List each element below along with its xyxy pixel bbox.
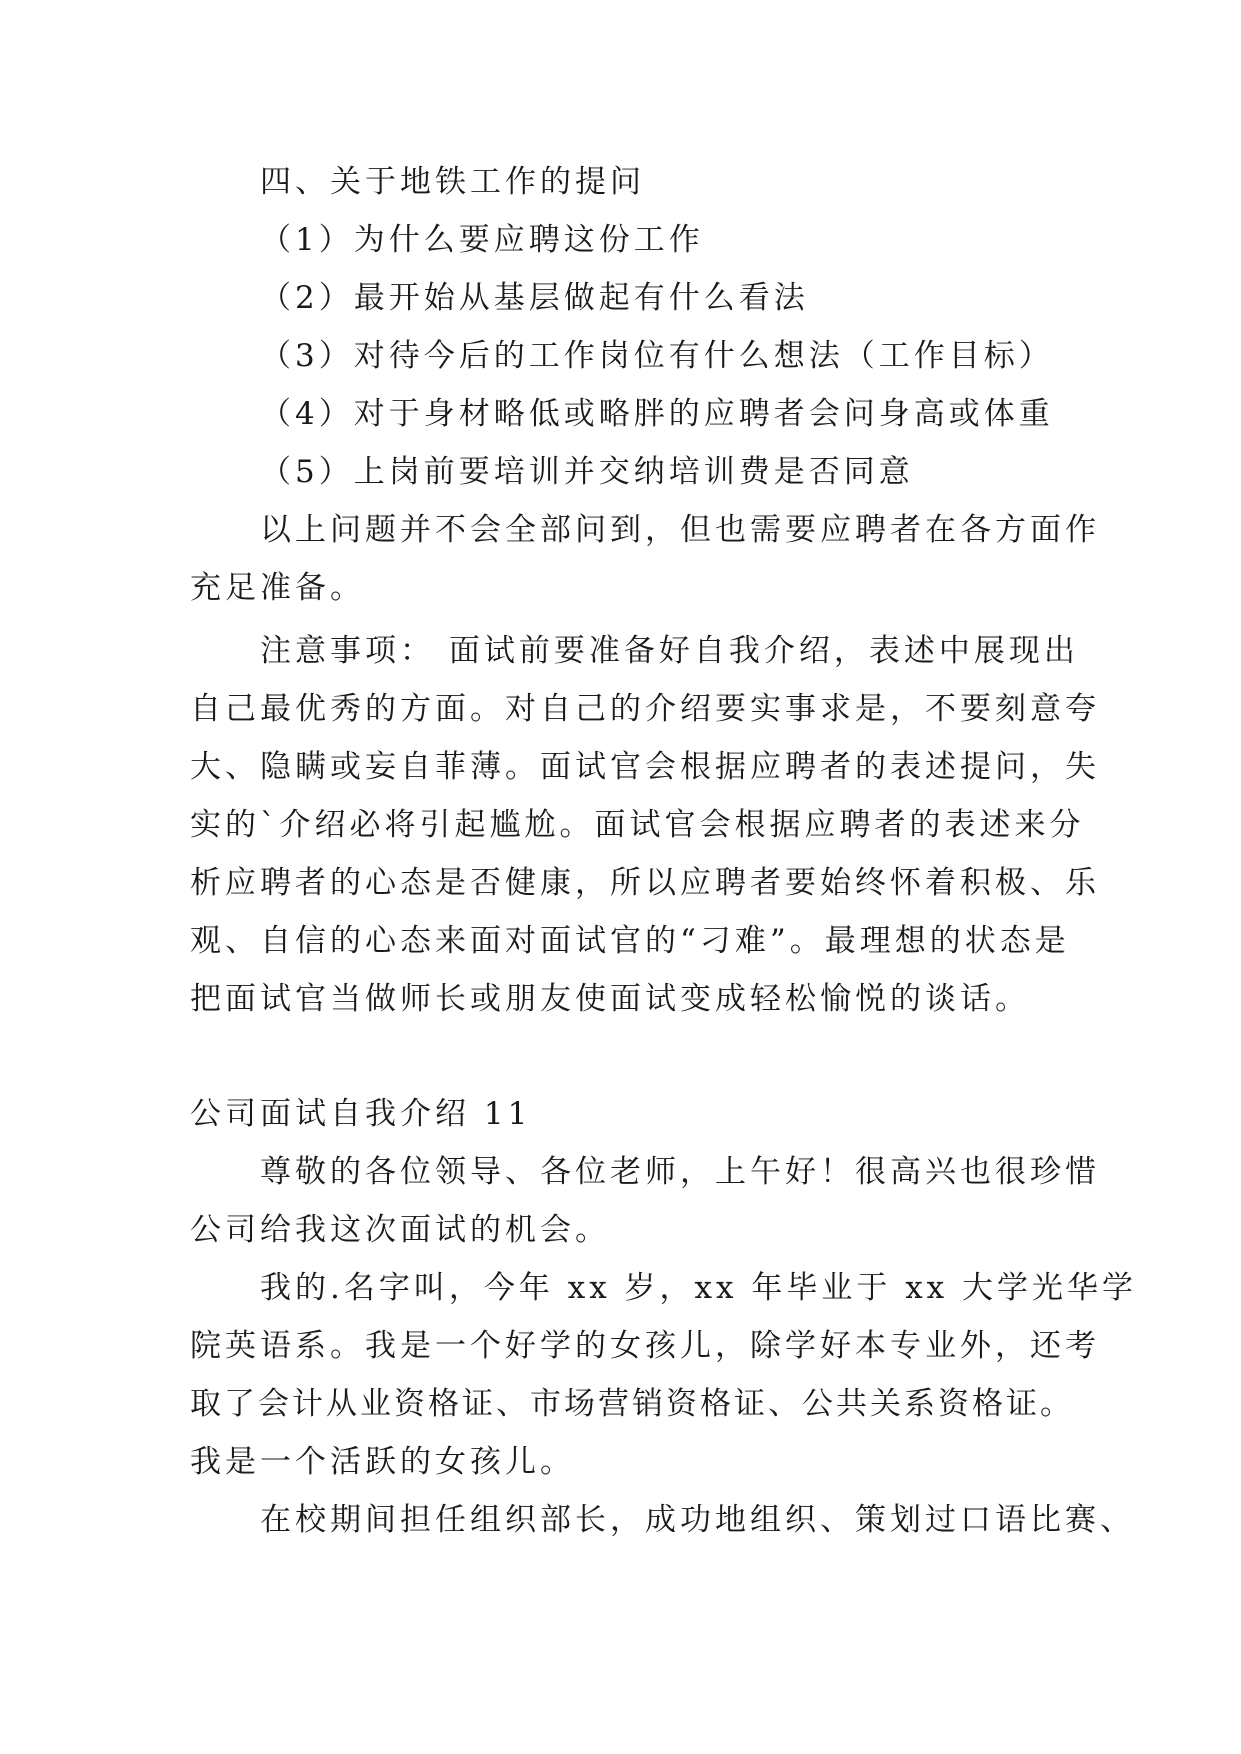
- section-title: 公司面试自我介绍 11: [190, 1096, 532, 1132]
- notice-line: 析应聘者的心态是否健康，所以应聘者要始终怀着积极、乐: [190, 865, 1100, 901]
- notice-line: 观、自信的心态来面对面试官的“刁难”。最理想的状态是: [190, 923, 1070, 959]
- notice-line: 实的`介绍必将引起尴尬。面试官会根据应聘者的表述来分: [190, 807, 1085, 843]
- notice-line: 把面试官当做师长或朋友使面试变成轻松愉悦的谈话。: [190, 981, 1030, 1017]
- paragraph-line: 以上问题并不会全部问到，但也需要应聘者在各方面作: [260, 512, 1100, 548]
- notice-line: 注意事项： 面试前要准备好自我介绍，表述中展现出: [260, 633, 1079, 669]
- paragraph-line: 尊敬的各位领导、各位老师，上午好！很高兴也很珍惜: [260, 1154, 1100, 1190]
- question-item: （2）最开始从基层做起有什么看法: [260, 280, 809, 316]
- paragraph-line: 我是一个活跃的女孩儿。: [190, 1444, 575, 1480]
- paragraph-line: 在校期间担任组织部长，成功地组织、策划过口语比赛、: [260, 1502, 1135, 1538]
- paragraph-line: 充足准备。: [190, 570, 365, 606]
- paragraph-line: 公司给我这次面试的机会。: [190, 1212, 610, 1248]
- notice-line: 自己最优秀的方面。对自己的介绍要实事求是，不要刻意夸: [190, 691, 1100, 727]
- question-item: （1）为什么要应聘这份工作: [260, 222, 704, 258]
- paragraph-line: 我的.名字叫，今年 xx 岁，xx 年毕业于 xx 大学光华学: [260, 1270, 1138, 1306]
- question-item: （3）对待今后的工作岗位有什么想法（工作目标）: [260, 338, 1054, 374]
- paragraph-line: 院英语系。我是一个好学的女孩儿，除学好本专业外，还考: [190, 1328, 1100, 1364]
- question-item: （4）对于身材略低或略胖的应聘者会问身高或体重: [260, 396, 1054, 432]
- notice-line: 大、隐瞒或妄自菲薄。面试官会根据应聘者的表述提问，失: [190, 749, 1100, 785]
- question-item: （5）上岗前要培训并交纳培训费是否同意: [260, 454, 914, 490]
- paragraph-line: 取了会计从业资格证、市场营销资格证、公共关系资格证。: [190, 1386, 1074, 1422]
- section-heading: 四、关于地铁工作的提问: [260, 164, 645, 200]
